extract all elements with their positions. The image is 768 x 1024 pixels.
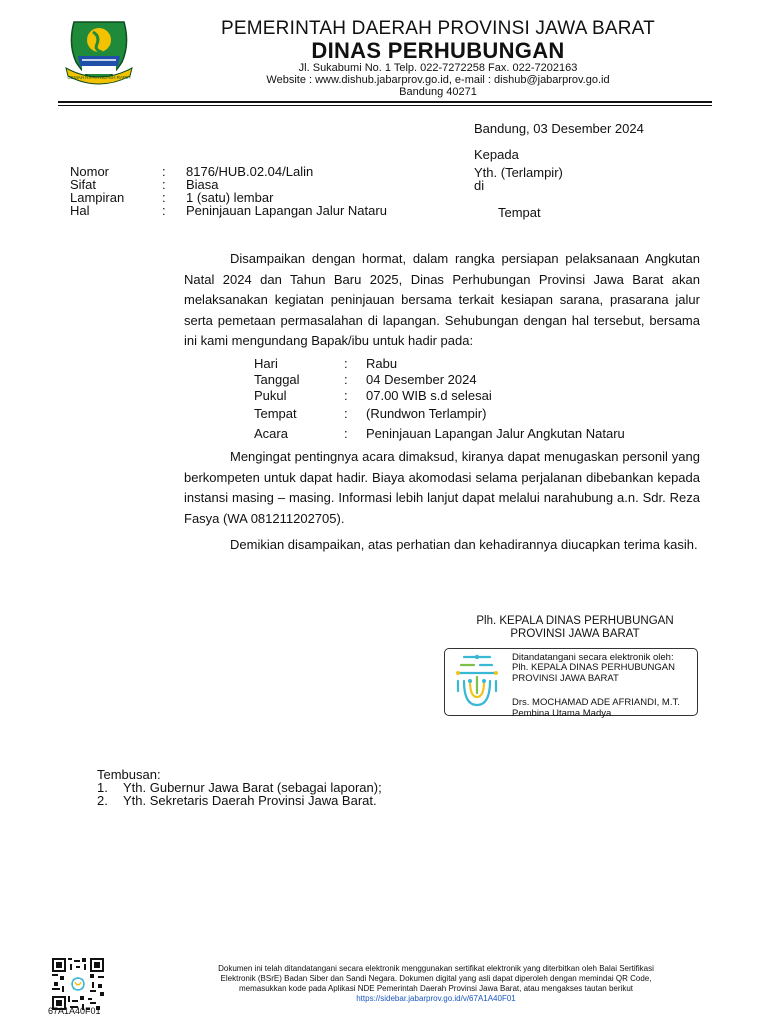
cc-item bbox=[97, 793, 497, 808]
meta-colon: : bbox=[162, 203, 166, 218]
header-divider-thin bbox=[58, 105, 712, 106]
meta-label: Lampiran bbox=[70, 190, 125, 205]
recipient-name: Yth. (Terlampir) bbox=[474, 165, 563, 180]
qr-code-id: 67A1A40F01 bbox=[48, 1006, 101, 1016]
signed-by-label: Ditandatangani secara elektronik oleh: bbox=[512, 652, 674, 663]
verification-qr-code[interactable] bbox=[52, 958, 104, 1010]
government-name: PEMERINTAH DAERAH PROVINSI JAWA BARAT bbox=[221, 18, 655, 39]
meta-label: Hal bbox=[70, 203, 90, 218]
province-emblem-logo bbox=[60, 16, 138, 86]
cc-item-number: 2. bbox=[97, 793, 108, 808]
meta-value: 8176/HUB.02.04/Lalin bbox=[186, 164, 314, 179]
event-colon: : bbox=[344, 406, 348, 421]
agency-website: Website : www.dishub.jabarprov.go.id, e-mail : dishub@jabarprov.go.id bbox=[266, 74, 610, 86]
event-colon: : bbox=[344, 426, 348, 441]
meta-value: 1 (satu) lembar bbox=[186, 190, 274, 205]
cc-heading: Tembusan: bbox=[97, 767, 161, 782]
event-colon: : bbox=[344, 356, 348, 371]
signer-role-line1: Plh. KEPALA DINAS PERHUBUNGAN bbox=[512, 662, 675, 673]
event-value: Peninjauan Lapangan Jalur Angkutan Nataru bbox=[366, 426, 625, 441]
recipient-label: Kepada bbox=[474, 147, 519, 162]
event-value: (Rundwon Terlampir) bbox=[366, 406, 487, 421]
event-colon: : bbox=[344, 372, 348, 387]
event-colon: : bbox=[344, 388, 348, 403]
footer-disclaimer-line2: Elektronik (BSrE) Badan Siber dan Sandi Negara. Dokumen digital yang asli dapat diperoleh dengan memindai QR Code, bbox=[220, 974, 652, 983]
recipient-place: Tempat bbox=[498, 205, 541, 220]
meta-colon: : bbox=[162, 164, 166, 179]
cc-item-text: Yth. Sekretaris Daerah Provinsi Jawa Barat. bbox=[123, 793, 377, 808]
event-label: Tempat bbox=[254, 406, 297, 421]
event-value: 07.00 WIB s.d selesai bbox=[366, 388, 492, 403]
footer-disclaimer-line3: memasukkan kode pada Aplikasi NDE Pemerintah Daerah Provinsi Jawa Barat, atau mengakses tautan berikut bbox=[239, 984, 633, 993]
header-divider-thick bbox=[58, 101, 712, 103]
meta-label: Sifat bbox=[70, 177, 97, 192]
event-label: Acara bbox=[254, 426, 288, 441]
cc-item-number: 1. bbox=[97, 780, 108, 795]
signatory-title-line1: Plh. KEPALA DINAS PERHUBUNGAN bbox=[476, 615, 674, 627]
letter-date: Bandung, 03 Desember 2024 bbox=[474, 121, 644, 136]
signer-role-line2: PROVINSI JAWA BARAT bbox=[512, 673, 619, 684]
event-label: Hari bbox=[254, 356, 278, 371]
meta-colon: : bbox=[162, 177, 166, 192]
signatory-title-line2: PROVINSI JAWA BARAT bbox=[510, 628, 640, 640]
event-value: Rabu bbox=[366, 356, 398, 371]
recipient-di: di bbox=[474, 178, 485, 193]
agency-address: Jl. Sukabumi No. 1 Telp. 022-7272258 Fax. 022-7202163 bbox=[298, 62, 578, 74]
cc-item-text: Yth. Gubernur Jawa Barat (sebagai laporan); bbox=[123, 780, 382, 795]
event-value: 04 Desember 2024 bbox=[366, 372, 477, 387]
signer-rank: Pembina Utama Madya bbox=[512, 708, 612, 719]
event-label: Pukul bbox=[254, 388, 287, 403]
meta-colon: : bbox=[162, 190, 166, 205]
meta-value: Peninjauan Lapangan Jalur Nataru bbox=[186, 203, 387, 218]
meta-value: Biasa bbox=[186, 177, 219, 192]
bsre-signature-mark-icon bbox=[452, 651, 502, 713]
footer-disclaimer-line1: Dokumen ini telah ditandatangani secara elektronik menggunakan sertifikat elektronik yang diterbitkan oleh Balai Sertifikasi bbox=[218, 964, 654, 973]
body-paragraph-intro: Disampaikan dengan hormat, dalam rangka persiapan pelaksanaan Angkutan Natal 2024 dan Tahun Baru 2025, Dinas Perhubungan Provinsi Jawa Barat akan melaksanakan kegiatan peninjauan bersama terkait kesiapan sarana, prasarana jalur serta pemetaan permasalahan di lapangan. Sehubungan dengan hal tersebut, bersama ini kami mengundang Bapak/ibu untuk hadir pada: bbox=[184, 251, 700, 348]
body-paragraph-request: Mengingat pentingnya acara dimaksud, kiranya dapat menugaskan personil yang berkompeten untuk dapat hadir. Biaya akomodasi selama perjalanan dibebankan kepada instansi masing – masing. Informasi lebih lanjut dapat melalui narahubung a.n. Sdr. Reza Fasya (WA 081211202705). bbox=[184, 449, 700, 526]
meta-label: Nomor bbox=[70, 164, 110, 179]
body-paragraph-closing: Demikian disampaikan, atas perhatian dan kehadirannya diucapkan terima kasih. bbox=[230, 537, 698, 552]
event-label: Tanggal bbox=[254, 372, 300, 387]
verification-link[interactable]: https://sidebar.jabarprov.go.id/v/67A1A40F01 bbox=[356, 994, 516, 1003]
svg-text:GEMAH RIPAH REPEH RAPIH: GEMAH RIPAH REPEH RAPIH bbox=[67, 75, 131, 80]
signer-name: Drs. MOCHAMAD ADE AFRIANDI, M.T. bbox=[512, 697, 680, 708]
agency-name: DINAS PERHUBUNGAN bbox=[311, 38, 565, 63]
agency-city: Bandung 40271 bbox=[399, 86, 477, 98]
